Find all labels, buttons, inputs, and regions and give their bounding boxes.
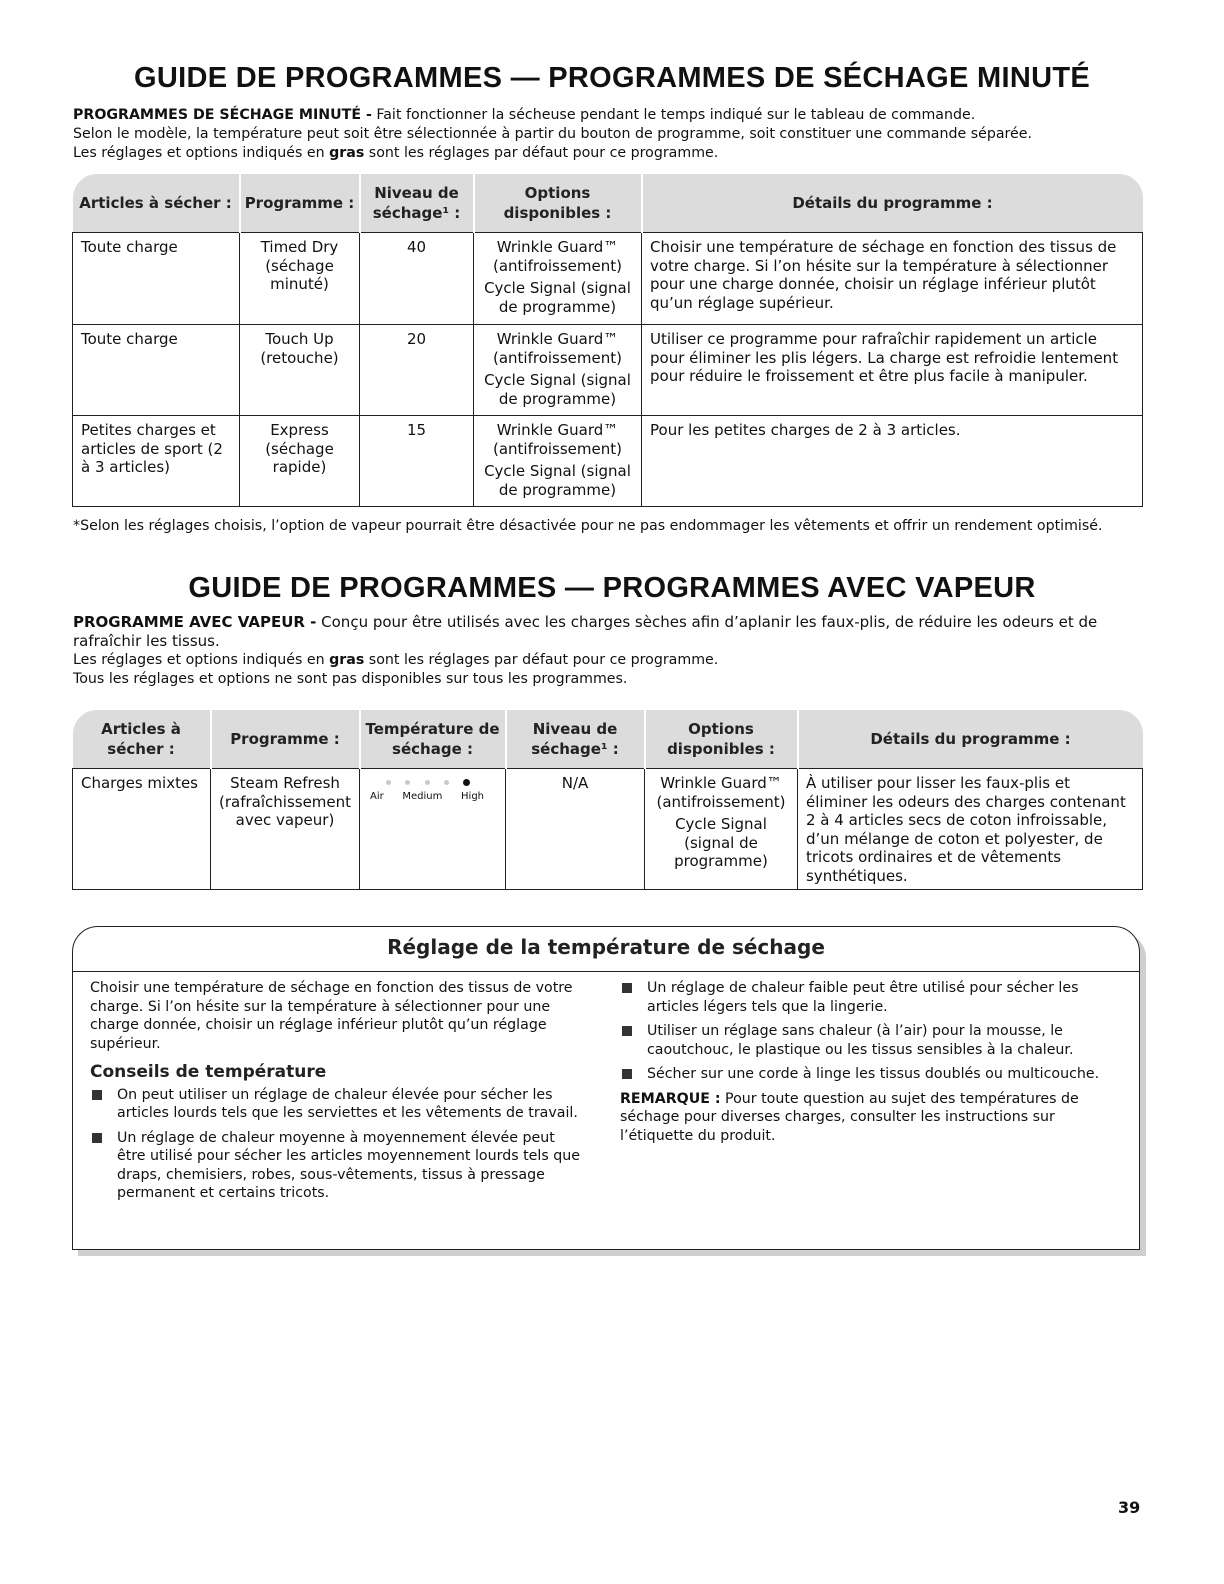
section1-line2: Selon le modèle, la température peut soit être sélectionnée à partir du bouton de programme, soit constituer une commande séparée.: [73, 126, 1033, 142]
cell-details: Pour les petites charges de 2 à 3 articles.: [642, 416, 1143, 507]
option-wrinkle-guard: Wrinkle Guard™ (antifroissement): [492, 330, 622, 367]
header-articles: Articles à sécher :: [73, 710, 211, 769]
temperature-dial-indicator: [386, 780, 470, 786]
header-details: Détails du programme :: [798, 710, 1143, 769]
header-niveau: Niveau de séchage¹ :: [506, 710, 645, 769]
remark-text: Pour toute question au sujet des températures de séchage pour diverses charges, consulter les instructions sur l’étiquette du produit.: [620, 1090, 1079, 1144]
list-item: [620, 1065, 1105, 1084]
option-cycle-signal: Cycle Signal (signal de programme): [674, 815, 768, 870]
square-bullet-icon: [92, 1090, 102, 1100]
section2-intro: [73, 613, 1153, 689]
steam-table: [72, 710, 1143, 890]
box-divider: [73, 971, 1139, 972]
list-item: [620, 1022, 1105, 1059]
temp-dot-selected: [463, 779, 470, 786]
tip-text: Un réglage de chaleur moyenne à moyennement élevée peut être utilisé pour sécher les articles moyennement lourds tels que draps, chemisiers, robes, sous-vêtements, tissus à pressage permanent et certains tricots.: [117, 1129, 580, 1201]
temp-dot: [386, 780, 391, 785]
page-number: 39: [1118, 1498, 1141, 1517]
cell-niveau: 20: [360, 325, 474, 416]
square-bullet-icon: [92, 1133, 102, 1143]
tip-text: Un réglage de chaleur faible peut être utilisé pour sécher les articles légers tels que la lingerie.: [647, 980, 1079, 1015]
cell-options: [645, 769, 798, 890]
cell-programme: Touch Up (retouche): [240, 325, 360, 416]
cell-options: [474, 325, 642, 416]
header-programme: Programme :: [240, 174, 360, 233]
temp-labels: [370, 791, 484, 803]
temp-label-medium: Medium: [402, 791, 443, 802]
box-left-column: [90, 979, 580, 1209]
box-title: Réglage de la température de séchage: [387, 935, 825, 959]
tips-title: Conseils de température: [90, 1062, 327, 1082]
cell-programme: Steam Refresh (rafraîchissement avec vapeur): [211, 769, 360, 890]
section2-lead-text: Conçu pour être utilisés avec les charges sèches afin d’aplanir les faux-plis, de réduire les odeurs et de rafraîchir les tissus.: [73, 613, 1098, 650]
cell-niveau: 15: [360, 416, 474, 507]
option-cycle-signal: Cycle Signal (signal de programme): [484, 462, 631, 499]
header-programme: Programme :: [211, 710, 360, 769]
box-right-column: [620, 979, 1105, 1145]
cell-details: Utiliser ce programme pour rafraîchir rapidement un article pour éliminer les plis légers. La charge est refroidie lentement pour réduire le froissement et être plus facile à manipuler.: [642, 325, 1143, 416]
temp-dot: [425, 780, 430, 785]
remark-label: REMARQUE :: [620, 1090, 721, 1107]
cell-details: Choisir une température de séchage en fonction des tissus de votre charge. Si l’on hésite sur la température à sélectionner pour une charge donnée, choisir un réglage inférieur plutôt qu’un réglage supérieur.: [642, 233, 1143, 325]
section2-line2-bold: gras: [329, 652, 365, 668]
header-articles: Articles à sécher :: [73, 174, 240, 233]
temp-label-high: High: [461, 791, 484, 802]
option-wrinkle-guard: Wrinkle Guard™ (antifroissement): [656, 774, 786, 811]
table-row: [73, 233, 1143, 325]
section2-line2-a: Les réglages et options indiqués en: [73, 652, 330, 668]
temp-dot: [444, 780, 449, 785]
header-temperature: Température de séchage :: [360, 710, 506, 769]
header-details: Détails du programme :: [642, 174, 1143, 233]
section1-line3-bold: gras: [329, 145, 365, 161]
cell-niveau: N/A: [506, 769, 645, 890]
section1-lead: PROGRAMMES DE SÉCHAGE MINUTÉ -: [73, 107, 372, 123]
section1-line3-b: sont les réglages par défaut pour ce programme.: [364, 145, 719, 161]
section2-title: GUIDE DE PROGRAMMES — PROGRAMMES AVEC VAPEUR: [188, 572, 1036, 604]
cell-temperature: [360, 769, 506, 890]
section1-title: GUIDE DE PROGRAMMES — PROGRAMMES DE SÉCHAGE MINUTÉ: [134, 62, 1090, 94]
cell-articles: Charges mixtes: [73, 769, 211, 890]
option-wrinkle-guard: Wrinkle Guard™ (antifroissement): [492, 421, 622, 458]
table-row: [73, 769, 1143, 890]
section2-line2-b: sont les réglages par défaut pour ce programme.: [364, 652, 719, 668]
square-bullet-icon: [622, 1069, 632, 1079]
cell-details: À utiliser pour lisser les faux-plis et éliminer les odeurs des charges contenant 2 à 4 articles secs de coton infroissable, d’un mélange de coton et polyester, de tricots ordinaires et de vêtements synthétiques.: [798, 769, 1143, 890]
option-cycle-signal: Cycle Signal (signal de programme): [484, 279, 631, 316]
tip-text: Utiliser un réglage sans chaleur (à l’air) pour la mousse, le caoutchouc, le plastique ou les tissus sensibles à la chaleur.: [647, 1023, 1074, 1058]
option-cycle-signal: Cycle Signal (signal de programme): [484, 371, 631, 408]
cell-options: [474, 233, 642, 325]
box-intro: Choisir une température de séchage en fonction des tissus de votre charge. Si l’on hésite sur la température à sélectionner pour une charge donnée, choisir un réglage inférieur plutôt qu’un réglage supérieur.: [90, 980, 573, 1052]
cell-articles: Toute charge: [73, 325, 240, 416]
list-item: [90, 1129, 580, 1203]
header-options: Options disponibles :: [474, 174, 642, 233]
section2-lead: PROGRAMME AVEC VAPEUR -: [73, 613, 317, 631]
temp-dot: [405, 780, 410, 785]
section1-line3-a: Les réglages et options indiqués en: [73, 145, 330, 161]
temp-label-air: Air: [370, 791, 384, 802]
cell-articles: Toute charge: [73, 233, 240, 325]
option-wrinkle-guard: Wrinkle Guard™ (antifroissement): [492, 238, 622, 275]
timed-dry-table: [72, 174, 1143, 507]
cell-options: [474, 416, 642, 507]
cell-programme: Express (séchage rapide): [240, 416, 360, 507]
section2-line3: Tous les réglages et options ne sont pas disponibles sur tous les programmes.: [73, 671, 628, 687]
tip-text: On peut utiliser un réglage de chaleur élevée pour sécher les articles lourds tels que les serviettes et les vêtements de travail.: [117, 1086, 578, 1121]
tip-text: Sécher sur une corde à linge les tissus doublés ou multicouche.: [647, 1066, 1100, 1082]
table-row: [73, 416, 1143, 507]
list-item: [90, 1086, 580, 1123]
square-bullet-icon: [622, 1026, 632, 1036]
square-bullet-icon: [622, 983, 632, 993]
section1-intro: [73, 106, 1153, 163]
header-options: Options disponibles :: [645, 710, 798, 769]
cell-programme: Timed Dry (séchage minuté): [240, 233, 360, 325]
cell-articles: Petites charges et articles de sport (2 à 3 articles): [73, 416, 240, 507]
temperature-settings-box: [72, 926, 1140, 1250]
list-item: [620, 979, 1105, 1016]
table-row: [73, 325, 1143, 416]
footnote: *Selon les réglages choisis, l’option de vapeur pourrait être désactivée pour ne pas endommager les vêtements et offrir un rendement optimisé.: [73, 518, 1103, 534]
section1-lead-text: Fait fonctionner la sécheuse pendant le temps indiqué sur le tableau de commande.: [371, 107, 976, 123]
cell-niveau: 40: [360, 233, 474, 325]
header-niveau: Niveau de séchage¹ :: [360, 174, 474, 233]
